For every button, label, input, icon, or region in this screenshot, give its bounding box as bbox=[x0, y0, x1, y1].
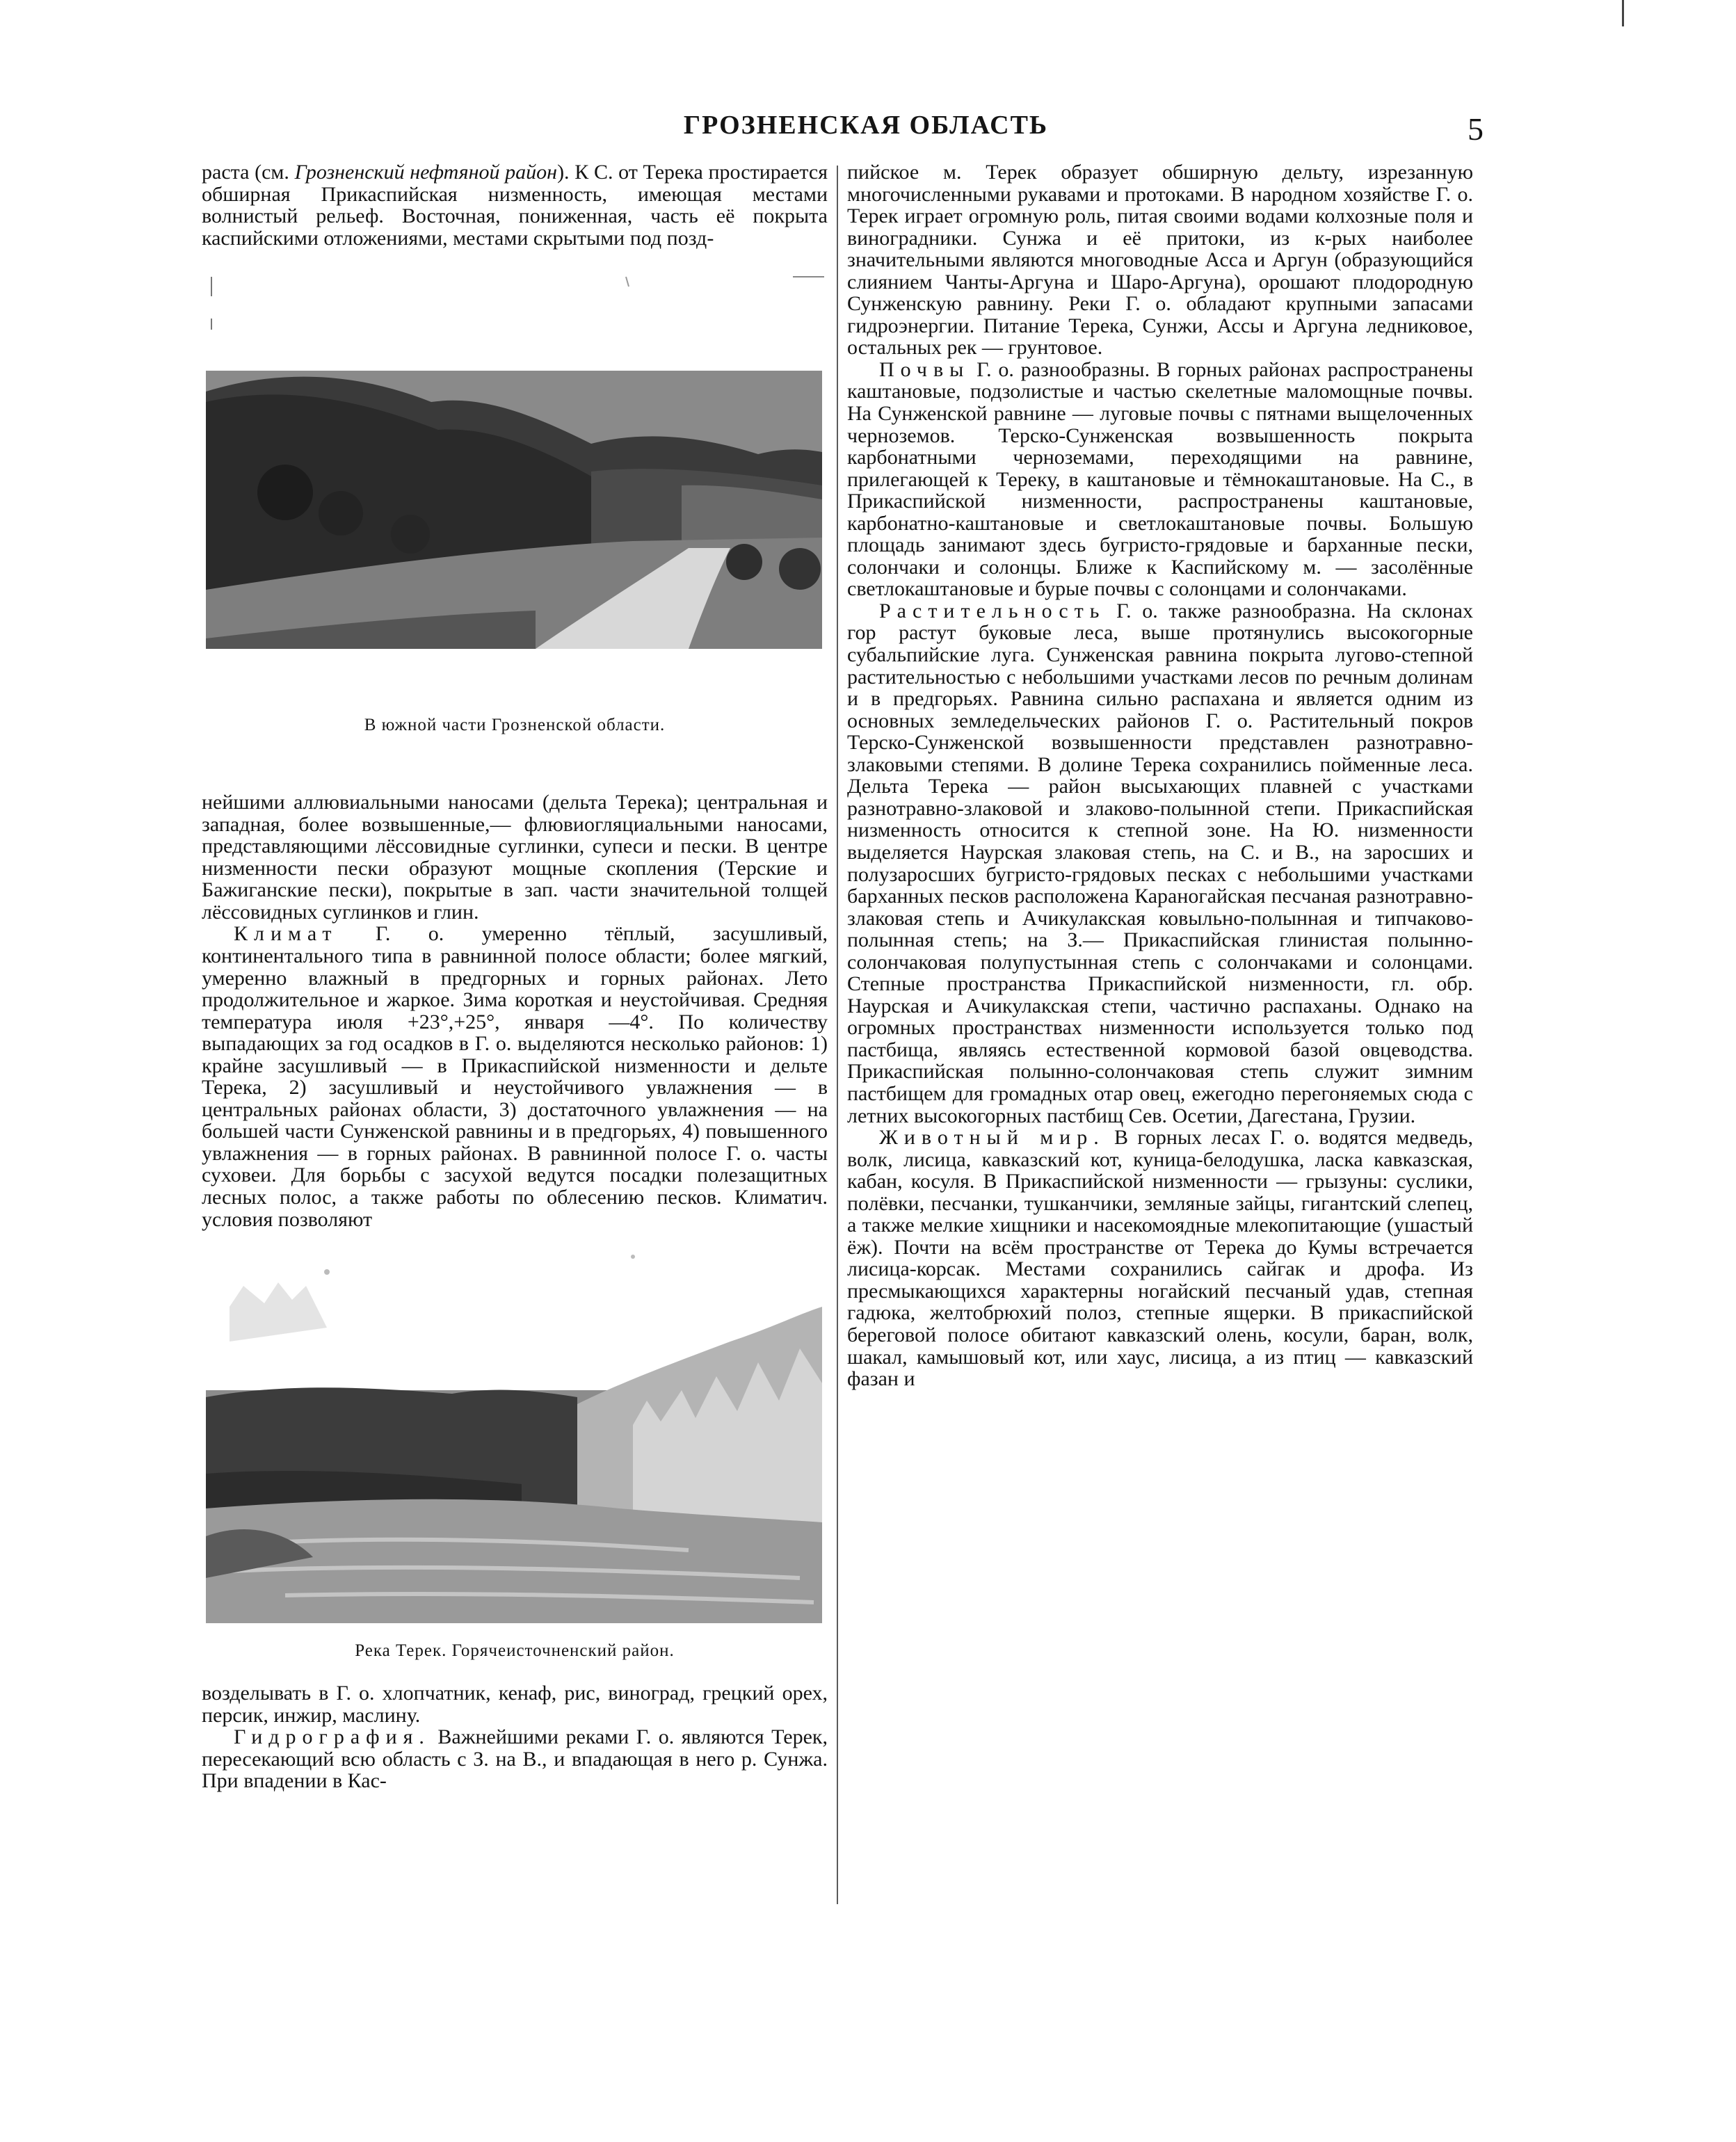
figure-terek-river bbox=[202, 1230, 828, 1682]
text-span: Г. о. также разнообразна. На склонах гор растут буковые леса, выше протянулись высокогорные субальпийские луга. Сунженская равнина покрыта лугово-степной растительностью с небольшими участками лесов по речным долинам и в предгорьях. Равнина сильно распахана и является одним из основных земледельческих районов Г. о. Растительный покров Терско-Сунженской возвышенности представлен разнотравно-злаковыми степями. В долине Терека сохранились пойменные леса. Дельта Терека — район высыхающих плавней с участками разнотравно-злаковой и злаково-полынной степи. Прикаспийская низменность относится к степной зоне. На Ю. низменности выделяется Наурская злаковая степь, на С. и В., на заросших и полузаросших бугристо-грядовых песках с небольшими участками барханных песков расположена Караногайская песчаная разнотравно-злаковая степь и Ачикулакская ковыльно-полынная и типчаково-полынная степь; на З.— Прикаспийская глинистая полынно-солончаковая полупустынная степь с солончаками и солонцами. Степные пространства Прикаспийской низменности, гл. обр. Наурская и Ачикулакская степи, частично распаханы. Однако на огромных пространствах низменности используется только под пастбища, являясь естественной кормовой базой овцеводства. Прикаспийская полынно-солончаковая степь служит зимним пастбищем для громадных отар овец, ежегодно перегоняемых сюда с летних высокогорных пастбищ Сев. Осетии, Дагестана, Грузии. bbox=[847, 599, 1473, 1127]
scan-mark bbox=[1622, 0, 1624, 26]
section-heading: Растительность bbox=[879, 599, 1106, 622]
terek-river-photo bbox=[202, 1244, 828, 1634]
paragraph-soils bbox=[847, 359, 1473, 600]
figure-caption: В южной части Грозненской области. bbox=[364, 716, 666, 735]
page-number: 5 bbox=[1468, 111, 1484, 147]
figure-caption: Река Терек. Горячеисточненский район. bbox=[355, 1641, 675, 1661]
mountain-road-photo bbox=[202, 263, 828, 708]
paragraph-climate bbox=[202, 923, 828, 1230]
column-divider bbox=[837, 166, 838, 1904]
section-heading: Климат bbox=[234, 922, 338, 946]
figure-mountain-road bbox=[202, 249, 828, 791]
text-span: Важнейшими реками Г. о. являются Терек, пересекающий всю область с З. на В., и впадающая в него р. Сунжа. При впадении в Кас- bbox=[202, 1725, 828, 1793]
cross-reference: Грозненский нефтяной район bbox=[294, 161, 558, 184]
left-column bbox=[202, 161, 828, 1792]
paragraph-fauna bbox=[847, 1127, 1473, 1390]
text-span: В горных лесах Г. о. водятся медведь, волк, лисица, кавказский кот, куница-белодушка, ласка кавказская, кабан, косуля. В Прикаспийской низменности — грызуны: суслики, полёвки, песчанки, тушканчики, земляные зайцы, гигантский слепец, а также мелкие хищники и насекомоядные млекопитающие (ушастый ёж). Почти на всём пространстве от Терека до Кумы встречается лисица-корсак. Местами сохранились сайгак и дрофа. Из пресмыкающихся характерны ногайский песчаный удав, степная гадюка, желтобрюхий полоз, степные ящерки. В прикаспийской береговой полосе обитают кавказский олень, косули, баран, волк, шакал, камышовый кот, или хаус, лисица, а из птиц — кавказский фазан и bbox=[847, 1126, 1473, 1391]
paragraph-vegetation bbox=[847, 600, 1473, 1127]
section-heading: Почвы bbox=[879, 357, 970, 381]
section-heading: Животный мир. bbox=[879, 1126, 1105, 1150]
paragraph-hydrography bbox=[202, 1726, 828, 1792]
text-span: раста (см. bbox=[202, 161, 295, 184]
paragraph-crops: возделывать в Г. о. хлопчатник, кенаф, рис, виноград, грецкий орех, персик, инжир, маслину. bbox=[202, 1682, 828, 1727]
section-heading: Гидрография. bbox=[234, 1725, 431, 1749]
text-span: ). К С. от Терека простирается обширная Прикаспийская низменность, имеющая местами волнистый рельеф. Восточная, пониженная, часть её покрыта каспийскими отложениями, местами скрытыми под позд- bbox=[202, 161, 828, 250]
text-span: Г. о. разнообразны. В горных районах распространены каштановые, подзолистые и частью скелетные маломощные почвы. На Сунженской равнине — луговые почвы с пятнами выщелоченных черноземов. Терско-Сунженская возвышенность покрыта карбонатными черноземами, переходящими на равнине, прилегающей к Тереку, в каштановые и тёмнокаштановые. На С., в Прикаспийской низменности, распространены каштановые, карбонатно-каштановые и светлокаштановые почвы. Большую площадь занимают здесь бугристо-грядовые и барханные пески, солончаки и солонцы. Ближе к Каспийскому м. — засолённые светлокаштановые и бурые почвы с солонцами и солончаками. bbox=[847, 357, 1473, 601]
text-span: Г. о. умеренно тёплый, засушливый, континентального типа в равнинной полосе области; более мягкий, умеренно влажный в предгорных и горных районах. Лето продолжительное и жаркое. Зима короткая и неустойчивая. Средняя температура июля +23°,+25°, января —4°. По количеству выпадающих за год осадков в Г. о. выделяются несколько районов: 1) крайне засушливый — в Прикаспийской низменности и дельте Терека, 2) засушливый и неустойчивого увлажнения — в центральных районах области, 3) достаточного увлажнения — на большей части Сунженской равнины и в предгорьях, 4) повышенного увлажнения — в горных районах. В равнинной полосе Г. о. часты суховеи. Для борьбы с засухой ведутся посадки полезащитных лесных полос, а также работы по облесению песков. Климатич. условия позволяют bbox=[202, 922, 828, 1231]
running-header: ГРОЗНЕНСКАЯ ОБЛАСТЬ bbox=[683, 111, 1049, 140]
paragraph-relief: нейшими аллювиальными наносами (дельта Терека); центральная и западная, более возвышенные,— флювиогляциальными наносами, представляющими лёссовидные суглинки, супеси и пески. В центре низменности пески образуют мощные скопления (Терские и Бажиганские пески), покрытые в зап. части значительной толщей лёссовидных суглинков и глин. bbox=[202, 791, 828, 924]
paragraph-rivers: пийское м. Терек образует обширную дельту, изрезанную многочисленными рукавами и протоками. В народном хозяйстве Г. о. Терек играет огромную роль, питая своими водами колхозные поля и виноградники. Сунжа и её притоки, из к-рых наиболее значительными являются многоводные Асса и Аргун (образующийся слиянием Чанты-Аргуна и Шаро-Аргуна), орошают плодородную Сунженскую равнину. Реки Г. о. обладают крупными запасами гидроэнергии. Питание Терека, Сунжи, Ассы и Аргуна ледниковое, остальных рек — грунтовое. bbox=[847, 161, 1473, 360]
right-column bbox=[847, 161, 1473, 1390]
paragraph-intro bbox=[202, 161, 828, 249]
